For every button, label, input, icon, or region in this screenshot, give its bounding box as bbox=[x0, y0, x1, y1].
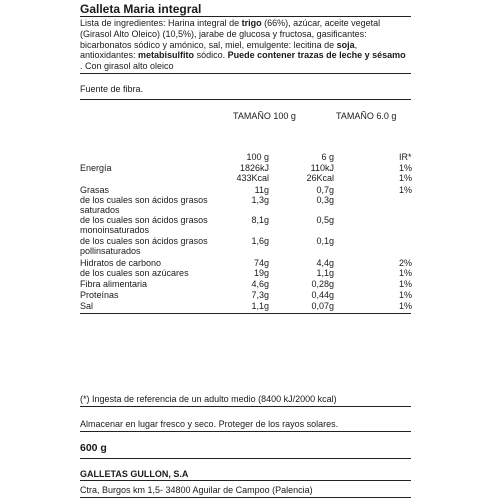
nutrient-value-100g: 4,6g bbox=[251, 279, 269, 289]
ingredient-text: , bbox=[354, 39, 358, 50]
nutrient-reference-intake: 2% bbox=[399, 258, 413, 268]
ingredient-allergen: soja bbox=[336, 39, 355, 50]
company-address: Ctra, Burgos km 1,5- 34800 Aguilar de Campoo (Palencia) bbox=[80, 485, 313, 495]
divider bbox=[80, 431, 411, 432]
nutrient-value-portion: 110kJ bbox=[310, 163, 334, 173]
ingredients-line bbox=[80, 50, 411, 61]
ingredient-text: Lista de ingredientes: Harina integral de bbox=[80, 18, 242, 28]
nutrient-reference-intake: 1% bbox=[399, 290, 413, 300]
ingredients-line bbox=[80, 61, 411, 72]
nutrient-label: pollinsaturados bbox=[80, 246, 141, 256]
subheader-100g: 100 g bbox=[246, 152, 269, 162]
divider bbox=[80, 406, 411, 407]
nutrient-value-100g: 19g bbox=[253, 268, 269, 278]
nutrient-reference-intake: 1% bbox=[399, 301, 413, 311]
nutrient-reference-intake: 1% bbox=[399, 279, 413, 289]
nutrient-label: Hidratos de carbono bbox=[80, 258, 162, 268]
nutrient-value-portion: 0,3g bbox=[316, 195, 334, 205]
subheader-portion: 6 g bbox=[321, 152, 334, 162]
ingredient-text: (Girasol Alto Oleico) (10,5%), jarabe de glucosa y fructosa, gasificantes: bbox=[80, 28, 367, 39]
nutrient-label: Proteínas bbox=[80, 290, 119, 300]
ingredient-text: sódico. bbox=[194, 50, 228, 61]
nutrient-label: saturados bbox=[80, 205, 120, 215]
nutrient-value-portion: 1,1g bbox=[316, 268, 334, 278]
nutrient-value-100g: 433Kcal bbox=[236, 173, 269, 183]
reference-intake-footnote: (*) Ingesta de referencia de un adulto medio (8400 kJ/2000 kcal) bbox=[80, 394, 337, 404]
ingredient-text: (66%), azúcar, aceite vegetal bbox=[261, 18, 381, 28]
nutrient-value-portion: 0,28g bbox=[311, 279, 334, 289]
ingredients-line bbox=[80, 29, 411, 40]
nutrient-reference-intake: 1% bbox=[399, 173, 413, 183]
divider bbox=[80, 73, 411, 74]
nutrient-value-100g: 11g bbox=[254, 185, 269, 195]
nutrient-value-100g: 1,3g bbox=[251, 195, 269, 205]
ingredient-text: antioxidantes: bbox=[80, 50, 139, 61]
nutrient-value-100g: 1,6g bbox=[251, 236, 269, 246]
nutrient-reference-intake: 1% bbox=[399, 163, 413, 173]
nutrient-value-portion: 0,7g bbox=[316, 185, 334, 195]
nutrient-value-portion: 26Kcal bbox=[306, 173, 334, 183]
nutrient-value-100g: 74g bbox=[253, 258, 269, 268]
nutrient-value-100g: 1,1g bbox=[251, 301, 269, 311]
header-per-100g: TAMAÑO 100 g bbox=[233, 111, 296, 121]
nutrient-label: de los cuales son ácidos grasos bbox=[80, 236, 208, 246]
nutrient-value-100g: 7,3g bbox=[251, 290, 269, 300]
ingredient-text: bicarbonatos sódico y amónico, sal, miel, emulgente: lecitina de bbox=[80, 39, 337, 50]
product-label-sheet bbox=[69, 0, 411, 500]
nutrient-label: de los cuales son ácidos grasos bbox=[80, 215, 208, 225]
ingredient-allergen: trigo bbox=[241, 18, 262, 28]
ingredient-text: . Con girasol alto oleico bbox=[80, 61, 174, 72]
nutrient-reference-intake: 1% bbox=[399, 185, 413, 195]
header-per-portion: TAMAÑO 6.0 g bbox=[336, 111, 397, 121]
subheader-ir: IR* bbox=[399, 152, 412, 162]
nutrient-value-portion: 4,4g bbox=[316, 258, 334, 268]
nutrient-label: Fibra alimentaria bbox=[80, 279, 148, 289]
divider bbox=[80, 458, 411, 459]
nutrient-value-portion: 0,07g bbox=[311, 301, 334, 311]
nutrient-value-portion: 0,44g bbox=[311, 290, 334, 300]
nutrient-label: de los cuales son ácidos grasos bbox=[80, 195, 208, 205]
product-title: Galleta Maria integral bbox=[80, 2, 202, 16]
ingredient-allergen: metabisulfito bbox=[138, 50, 195, 61]
nutrient-value-100g: 8,1g bbox=[251, 215, 269, 225]
storage-instructions: Almacenar en lugar fresco y seco. Proteger de los rayos solares. bbox=[80, 419, 339, 429]
ingredients-list bbox=[80, 18, 411, 72]
nutrient-label: Sal bbox=[80, 301, 94, 311]
nutrient-label: monoinsaturados bbox=[80, 225, 150, 235]
divider bbox=[80, 313, 411, 314]
ingredients-line bbox=[80, 40, 411, 51]
company-name: GALLETAS GULLON, S.A bbox=[80, 469, 189, 479]
net-weight: 600 g bbox=[80, 442, 107, 454]
nutrient-label: de los cuales son azúcares bbox=[80, 268, 189, 278]
nutrient-reference-intake: 1% bbox=[399, 268, 413, 278]
divider bbox=[80, 16, 411, 17]
nutrient-value-portion: 0,5g bbox=[316, 215, 334, 225]
divider bbox=[80, 497, 411, 498]
nutrient-value-portion: 0,1g bbox=[316, 236, 334, 246]
ingredient-allergen: Puede contener trazas de leche y sésamo bbox=[227, 50, 406, 61]
divider bbox=[80, 480, 411, 481]
nutrient-value-100g: 1826kJ bbox=[239, 163, 269, 173]
fiber-claim: Fuente de fibra. bbox=[80, 84, 144, 94]
nutrient-label: Grasas bbox=[80, 185, 110, 195]
divider bbox=[80, 99, 411, 100]
nutrient-label: Energía bbox=[80, 163, 112, 173]
ingredients-line bbox=[80, 18, 411, 29]
